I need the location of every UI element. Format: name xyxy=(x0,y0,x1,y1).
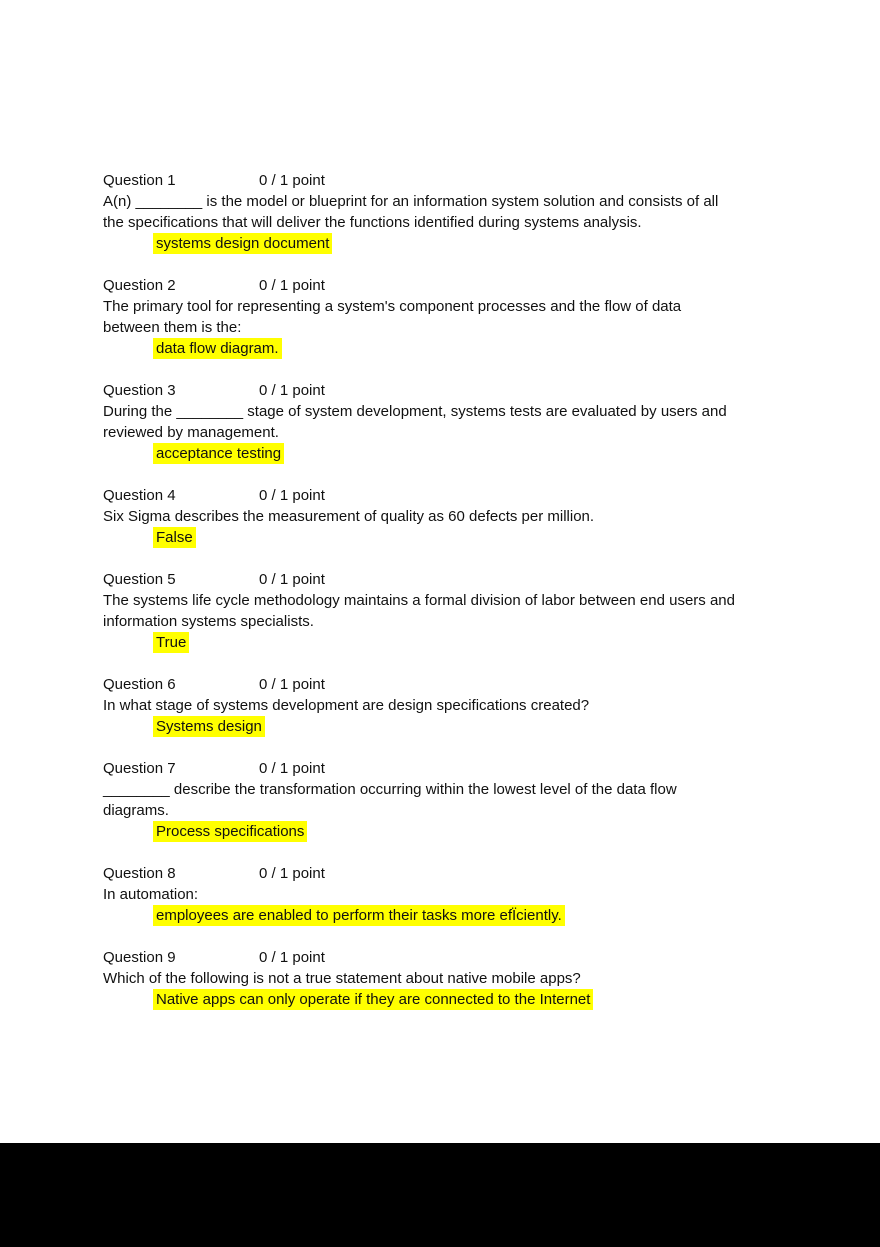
question-header xyxy=(103,863,823,884)
highlighted-answer: acceptance testing xyxy=(153,443,284,464)
question-text-line: Six Sigma describes the measurement of quality as 60 defects per million. xyxy=(103,508,595,525)
answer-row xyxy=(103,821,823,842)
highlighted-answer: False xyxy=(153,527,196,548)
question-header xyxy=(103,758,823,779)
question-header xyxy=(103,674,823,695)
question-text-line: information systems specialists. xyxy=(103,613,314,630)
answer-row xyxy=(103,632,823,653)
question-score: 0 / 1 point xyxy=(259,865,325,882)
question-title: Question 3 xyxy=(103,382,176,399)
highlighted-answer: systems design document xyxy=(153,233,332,254)
question-block-3 xyxy=(103,380,823,464)
question-title: Question 5 xyxy=(103,571,176,588)
question-score: 0 / 1 point xyxy=(259,487,325,504)
question-header xyxy=(103,275,823,296)
question-score: 0 / 1 point xyxy=(259,571,325,588)
answer-row xyxy=(103,338,823,359)
question-block-4 xyxy=(103,485,823,548)
question-title: Question 9 xyxy=(103,949,176,966)
highlighted-answer: True xyxy=(153,632,189,653)
answer-row xyxy=(103,527,823,548)
question-block-6 xyxy=(103,674,823,737)
quiz-results-content xyxy=(103,170,823,1031)
question-header xyxy=(103,485,823,506)
question-text-line: In automation: xyxy=(103,886,199,903)
answer-row xyxy=(103,233,823,254)
highlighted-answer: Systems design xyxy=(153,716,265,737)
question-header xyxy=(103,569,823,590)
highlighted-answer: Native apps can only operate if they are connected to the Internet xyxy=(153,989,593,1010)
question-score: 0 / 1 point xyxy=(259,676,325,693)
question-text-line: diagrams. xyxy=(103,802,169,819)
question-header xyxy=(103,170,823,191)
question-score: 0 / 1 point xyxy=(259,760,325,777)
answer-row xyxy=(103,443,823,464)
question-text-line: In what stage of systems development are design specifications created? xyxy=(103,697,590,714)
question-block-8 xyxy=(103,863,823,926)
question-title: Question 4 xyxy=(103,487,176,504)
question-block-7 xyxy=(103,758,823,842)
question-block-5 xyxy=(103,569,823,653)
question-text-line: The systems life cycle methodology maintains a formal division of labor between end users and xyxy=(103,592,735,609)
question-title: Question 6 xyxy=(103,676,176,693)
question-text-line: The primary tool for representing a system's component processes and the flow of data xyxy=(103,298,682,315)
highlighted-answer: Process specifications xyxy=(153,821,307,842)
question-text-line: ________ describe the transformation occurring within the lowest level of the data flow xyxy=(103,781,677,798)
question-title: Question 7 xyxy=(103,760,176,777)
question-block-2 xyxy=(103,275,823,359)
question-title: Question 2 xyxy=(103,277,176,294)
question-text-line: reviewed by management. xyxy=(103,424,279,441)
question-score: 0 / 1 point xyxy=(259,172,325,189)
question-score: 0 / 1 point xyxy=(259,949,325,966)
question-text-line: between them is the: xyxy=(103,319,242,336)
question-score: 0 / 1 point xyxy=(259,382,325,399)
question-header xyxy=(103,947,823,968)
question-block-9 xyxy=(103,947,823,1010)
highlighted-answer: employees are enabled to perform their tasks more efÏciently. xyxy=(153,905,565,926)
answer-row xyxy=(103,989,823,1010)
question-title: Question 1 xyxy=(103,172,176,189)
question-text-line: During the ________ stage of system development, systems tests are evaluated by users and xyxy=(103,403,727,420)
question-text-line: Which of the following is not a true statement about native mobile apps? xyxy=(103,970,581,987)
question-text-line: the specifications that will deliver the functions identified during systems analysis. xyxy=(103,214,642,231)
question-text-line: A(n) ________ is the model or blueprint for an information system solution and consists of all xyxy=(103,193,719,210)
answer-row xyxy=(103,716,823,737)
letterbox-bottom-bar xyxy=(0,1143,880,1247)
highlighted-answer: data flow diagram. xyxy=(153,338,282,359)
question-title: Question 8 xyxy=(103,865,176,882)
answer-row xyxy=(103,905,823,926)
question-block-1 xyxy=(103,170,823,254)
question-score: 0 / 1 point xyxy=(259,277,325,294)
question-header xyxy=(103,380,823,401)
